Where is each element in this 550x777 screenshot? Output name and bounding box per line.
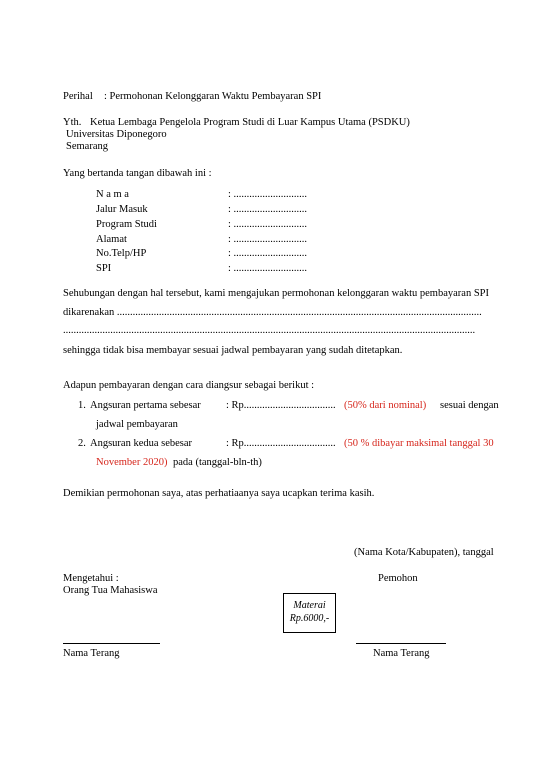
- field-label-phone: No.Telp/HP: [96, 248, 147, 259]
- field-value-address: : ............................: [228, 234, 308, 245]
- right-name: Nama Terang: [373, 648, 430, 659]
- field-value-entry-path: : ............................: [228, 204, 308, 215]
- subject-text: : Permohonan Kelonggaran Waktu Pembayaran SPI: [104, 91, 322, 102]
- recipient-prefix: Yth.: [63, 117, 82, 128]
- installment-suffix: sesuai dengan: [440, 400, 499, 411]
- left-signature-line: [63, 643, 160, 644]
- field-label-name: N a m a: [96, 189, 129, 200]
- left-name: Nama Terang: [63, 648, 120, 659]
- left-sign-title: Mengetahui :: [63, 573, 119, 584]
- installment-intro: Adapun pembayaran dengan cara diangsur sebagai berikut :: [63, 380, 315, 391]
- installment-note-continuation: November 2020): [96, 457, 168, 468]
- recipient-line-2: Universitas Diponegoro: [66, 129, 167, 140]
- field-value-study-program: : ............................: [228, 219, 308, 230]
- installment-amount: : Rp...................................: [226, 400, 336, 411]
- installment-amount: : Rp...................................: [226, 438, 336, 449]
- subject-label: Perihal: [63, 91, 93, 102]
- installment-number: 1.: [78, 400, 86, 411]
- installment-label: Angsuran kedua sebesar: [90, 438, 193, 449]
- field-value-phone: : ............................: [228, 248, 308, 259]
- field-label-entry-path: Jalur Masuk: [96, 204, 148, 215]
- place-date: (Nama Kota/Kabupaten), tanggal: [354, 547, 494, 558]
- installment-note: (50% dari nominal): [344, 400, 427, 411]
- body-line-4: sehingga tidak bisa membayar sesuai jadwal pembayaran yang sudah ditetapkan.: [63, 345, 403, 356]
- field-label-address: Alamat: [96, 234, 127, 245]
- installment-note: (50 % dibayar maksimal tanggal 30: [344, 438, 494, 449]
- installment-label: Angsuran pertama sebesar: [90, 400, 201, 411]
- stamp-line-1: Materai: [293, 600, 326, 611]
- installment-continuation: jadwal pembayaran: [96, 419, 178, 430]
- stamp-box: [283, 593, 336, 633]
- installment-number: 2.: [78, 438, 86, 449]
- recipient-line-1: Ketua Lembaga Pengelola Program Studi di Luar Kampus Utama (PSDKU): [90, 117, 410, 128]
- stamp-line-2: Rp.6000,-: [289, 613, 330, 624]
- right-sign-title: Pemohon: [378, 573, 418, 584]
- installment-suffix: pada (tanggal-bln-th): [173, 457, 262, 468]
- left-sign-role: Orang Tua Mahasiswa: [63, 585, 158, 596]
- body-line-2: dikarenakan ...........................................................................................................................................: [63, 307, 482, 318]
- right-signature-line: [356, 643, 446, 644]
- field-label-study-program: Program Studi: [96, 219, 157, 230]
- field-label-spi: SPI: [96, 263, 112, 274]
- body-line-3: .............................................................................................................................................................: [63, 325, 476, 336]
- field-value-spi: : ............................: [228, 263, 308, 274]
- field-value-name: : ............................: [228, 189, 308, 200]
- intro-text: Yang bertanda tangan dibawah ini :: [63, 168, 212, 179]
- closing-text: Demikian permohonan saya, atas perhatiaanya saya ucapkan terima kasih.: [63, 488, 375, 499]
- recipient-line-3: Semarang: [66, 141, 108, 152]
- body-line-1: Sehubungan dengan hal tersebut, kami mengajukan permohonan kelonggaran waktu pembayaran SPI: [63, 288, 490, 299]
